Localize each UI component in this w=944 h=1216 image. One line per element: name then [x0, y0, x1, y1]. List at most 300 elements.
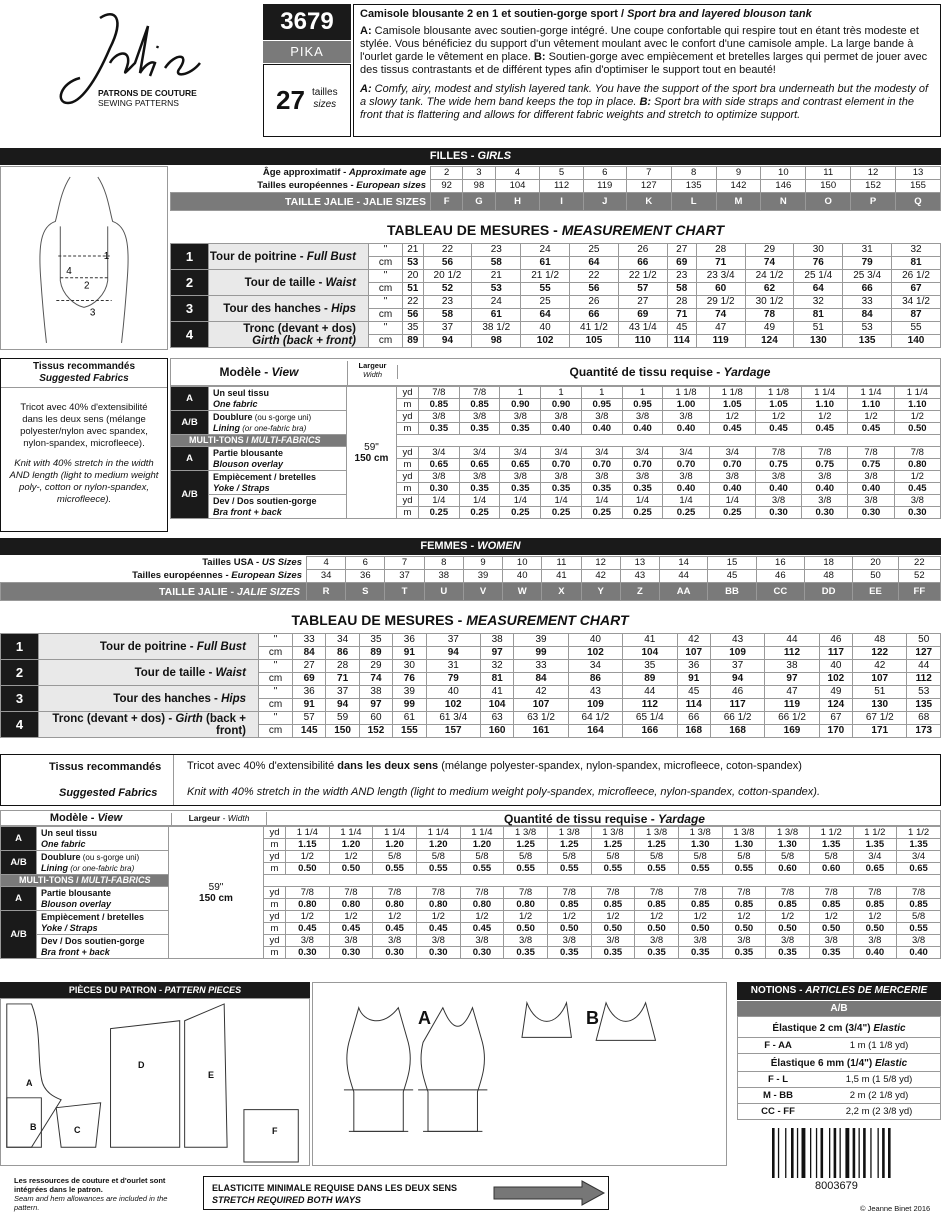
measure-cm: 157 — [426, 725, 480, 738]
measure-cm: 98 — [472, 335, 521, 348]
yardage-yd: 7/8 — [897, 887, 941, 899]
yardage-yd: 1/2 — [416, 911, 460, 923]
title-en: Sport bra and layered blouson tank — [627, 8, 812, 20]
jalie-cell: X — [542, 583, 581, 601]
sizes-count: 27 — [276, 85, 305, 115]
unit-in: " — [259, 660, 293, 673]
measure-cm: 89 — [359, 647, 392, 660]
yardage-yd: 1 1/4 — [460, 827, 504, 839]
yardage-row — [171, 411, 941, 423]
unit-in: " — [259, 686, 293, 699]
measure-cm: 81 — [892, 257, 941, 270]
multi-en: MULTI-FABRICS — [81, 875, 151, 885]
fabric-width — [169, 827, 264, 959]
jalie-cell: W — [503, 583, 542, 601]
label-fr: Un seul tissu — [41, 827, 98, 838]
yardage-yd: 3/8 — [459, 411, 500, 423]
women-jalie-label — [1, 583, 307, 601]
measure-cm: 102 — [426, 699, 480, 712]
measure-cm: 130 — [794, 335, 843, 348]
yardage-m: 0.70 — [622, 459, 663, 471]
measure-cm: 94 — [423, 335, 472, 348]
age-cell: 2 — [431, 167, 463, 180]
label-fr: Dev / Dos soutien-gorge — [41, 935, 145, 946]
girls-fabric-text-fr: Tricot avec 40% d'extensibilité dans les deux sens (mélange polyester/nylon avec spandex, nylon-spandex, microfleece). — [20, 402, 148, 449]
girl-figure — [0, 166, 168, 350]
measure-cm: 105 — [570, 335, 619, 348]
measure-in: 68 — [907, 712, 941, 725]
age-cell: 3 — [463, 167, 495, 180]
yardage-yd: 3/8 — [622, 471, 663, 483]
measure-in: 38 — [765, 660, 819, 673]
piece-label: E — [208, 1070, 215, 1080]
yardage-m: 0.45 — [848, 423, 894, 435]
yardage-yd: 3/8 — [663, 471, 709, 483]
yardage-yd: 1 3/8 — [678, 827, 722, 839]
yardage-label-en — [213, 459, 346, 470]
view-a-label: A — [418, 1008, 431, 1028]
yardage-m: 0.80 — [286, 899, 330, 911]
yardage-m: 0.60 — [766, 863, 810, 875]
measure-cm: 124 — [745, 335, 794, 348]
desc-label: A: — [360, 83, 372, 95]
unit-in: " — [259, 634, 293, 647]
measure-cm: 94 — [426, 647, 480, 660]
label-en: Yoke / Straps — [41, 922, 98, 933]
yardage-m: 0.45 — [460, 923, 504, 935]
width-fr: Largeur — [358, 361, 387, 370]
measure-cm: 171 — [853, 725, 907, 738]
yardage-m: 0.35 — [459, 423, 500, 435]
yardage-m: 1.10 — [894, 399, 940, 411]
width-cm: 150 cm — [354, 452, 389, 464]
measure-in: 31 — [843, 244, 892, 257]
yardage-yd: 1 — [541, 387, 582, 399]
yardage-m: 0.85 — [547, 899, 591, 911]
yardage-row — [171, 447, 941, 459]
measure-in: 40 — [819, 660, 852, 673]
unit-cm: cm — [259, 647, 293, 660]
yardage-yd: 1 1/2 — [897, 827, 941, 839]
yardage-yd: 5/8 — [373, 851, 417, 863]
measure-cm: 69 — [293, 673, 326, 686]
girls-fabric-text-en: Knit with 40% stretch in the width AND length (light to medium weight poly-, cotton or nylon-spandex, microfleece). — [9, 458, 159, 505]
yardage-yd: 1 1/8 — [709, 387, 755, 399]
girls-header — [0, 148, 941, 165]
measure-in: 21 1/2 — [521, 270, 570, 283]
width-header: Largeur - Width — [171, 813, 266, 827]
yardage-yd: 5/8 — [635, 851, 679, 863]
yardage-m: 0.50 — [547, 923, 591, 935]
measure-cm: 69 — [667, 257, 696, 270]
yardage-m: 0.80 — [416, 899, 460, 911]
notion-value: 1,5 m (1 5/8 yd) — [845, 1074, 913, 1085]
label-fr: Un seul tissu — [213, 387, 270, 398]
eu-cell: 52 — [898, 570, 940, 583]
yardage-m: 1.10 — [848, 399, 894, 411]
barcode-bar — [853, 1128, 856, 1178]
yardage-yd: 3/8 — [459, 471, 500, 483]
measure-in: 39 — [393, 686, 426, 699]
measure-in: 24 — [472, 296, 521, 309]
yardage-m: 1.05 — [709, 399, 755, 411]
pattern-pieces-diagram — [0, 998, 310, 1166]
yardage-m: 0.35 — [809, 947, 853, 959]
desc-text: Sport bra with side straps and contrast element in the front that is flattering and allows for different fabric weights and stretch to optimize support. — [360, 96, 914, 121]
women-header — [0, 538, 941, 555]
fabric-width — [347, 387, 397, 519]
yardage-yd: 1 1/2 — [853, 827, 897, 839]
measure-cm: 55 — [521, 283, 570, 296]
jalie-label-fr: TAILLE JALIE - — [285, 195, 363, 208]
qty-header — [266, 812, 942, 826]
yardage-yd: 5/8 — [504, 851, 548, 863]
yardage-yd: 3/8 — [663, 411, 709, 423]
women-yardage-table — [0, 826, 941, 959]
brand-sub-fr: PATRONS DE COUTURE — [98, 88, 197, 98]
barcode-bar — [802, 1128, 806, 1178]
yardage-m: 1.20 — [329, 839, 373, 851]
age-cell: 9 — [716, 167, 761, 180]
us-label — [1, 557, 307, 570]
svg-text:3: 3 — [89, 307, 96, 319]
yardage-yd: 1 1/8 — [663, 387, 709, 399]
yardage-yd: 7/8 — [635, 887, 679, 899]
yardage-yd: 1/2 — [329, 851, 373, 863]
measure-cm: 66 — [843, 283, 892, 296]
yardage-label — [37, 911, 169, 935]
measure-label-en: Hips — [221, 692, 246, 705]
age-cell: 8 — [671, 167, 716, 180]
unit-yd: yd — [397, 471, 419, 483]
yardage-m: 0.70 — [541, 459, 582, 471]
measure-cm: 64 — [794, 283, 843, 296]
measure-in: 40 — [521, 322, 570, 335]
desc-label: A: — [360, 25, 372, 37]
unit-yd: yd — [264, 851, 286, 863]
yardage-label-en — [213, 483, 346, 494]
women-fabric-text-en: Knit with 40% stretch in the width AND length (light to medium weight poly-spandex, microfleece, nylon-spandex, cotton-spandex). — [187, 786, 821, 798]
unit-m: m — [397, 459, 419, 471]
eu-cell: 38 — [424, 570, 463, 583]
desc-text: Camisole blousante avec soutien-gorge intégré. Une coupe confortable qui respire tout en étant très modeste et stylée. Vous bénéficiez du support d'un vêtement moulant avec le confort d'une camisole ample. La large bande à l'ourlet garde le vêtement en place. — [360, 25, 919, 63]
yardage-yd: 7/8 — [755, 447, 801, 459]
yardage-yd: 1/4 — [581, 495, 622, 507]
measure-number: 2 — [1, 660, 39, 686]
eu-label — [171, 180, 431, 193]
measure-in: 48 — [853, 634, 907, 647]
elastic-fr: Élastique 6 mm (1/4") — [770, 1058, 875, 1069]
yardage-label — [209, 411, 347, 435]
measure-cm: 140 — [892, 335, 941, 348]
yardage-yd: 3/8 — [541, 411, 582, 423]
yardage-label — [37, 887, 169, 911]
us-cell: 10 — [503, 557, 542, 570]
yardage-yd: 3/4 — [581, 447, 622, 459]
yardage-yd: 1/2 — [329, 911, 373, 923]
measure-cm: 110 — [618, 335, 667, 348]
measure-cm: 71 — [696, 257, 745, 270]
label-en: Bra front + back — [213, 506, 282, 517]
yardage-m: 1.20 — [460, 839, 504, 851]
yardage-m: 0.30 — [373, 947, 417, 959]
yardage-row — [1, 827, 941, 839]
measure-cm: 56 — [403, 309, 424, 322]
measure-cm: 102 — [521, 335, 570, 348]
measure-cm: 60 — [696, 283, 745, 296]
yardage-m: 0.30 — [419, 483, 460, 495]
yardage-m: 0.55 — [635, 863, 679, 875]
yardage-yd: 3/8 — [897, 935, 941, 947]
view-badge: A/B — [1, 851, 37, 875]
notion-row — [738, 1104, 940, 1119]
yardage-m: 0.40 — [581, 423, 622, 435]
measure-cm: 169 — [765, 725, 819, 738]
jalie-cell: Z — [620, 583, 659, 601]
yardage-m: 0.85 — [809, 899, 853, 911]
measure-label-fr: Tour de poitrine - — [209, 250, 307, 263]
chart-title-fr: TABLEAU DE MESURES - — [386, 222, 562, 238]
yardage-label-fr — [213, 412, 346, 423]
yardage-yd: 3/8 — [709, 471, 755, 483]
women-jalie-row — [1, 583, 941, 601]
yardage-yd: 1/4 — [622, 495, 663, 507]
elastic-en: Elastic — [873, 1023, 906, 1034]
measure-in: 33 — [843, 296, 892, 309]
label-fr2: (ou s-gorge uni) — [80, 852, 140, 862]
measure-in: 37 — [423, 322, 472, 335]
measure-cm: 58 — [667, 283, 696, 296]
measure-in: 32 — [480, 660, 513, 673]
age-cell: 13 — [895, 167, 940, 180]
unit-cm: cm — [259, 673, 293, 686]
yardage-yd: 7/8 — [547, 887, 591, 899]
measure-cm: 86 — [326, 647, 359, 660]
measure-in: 42 — [677, 634, 710, 647]
us-cell: 15 — [708, 557, 756, 570]
measure-cm: 168 — [710, 725, 764, 738]
barcode-bar — [870, 1128, 871, 1178]
yardage-yd: 3/8 — [460, 935, 504, 947]
yardage-m: 1.25 — [547, 839, 591, 851]
yardage-yd: 5/8 — [809, 851, 853, 863]
measure-cm: 114 — [677, 699, 710, 712]
yardage-yd: 7/8 — [329, 887, 373, 899]
unit-cm: cm — [369, 309, 403, 322]
measure-in: 23 — [667, 270, 696, 283]
measure-in: 46 — [710, 686, 764, 699]
yardage-m: 0.70 — [709, 459, 755, 471]
pattern-title — [360, 8, 934, 21]
qty-en: Yardage — [723, 365, 771, 379]
width-cm: 150 cm — [199, 892, 233, 904]
yardage-m: 0.30 — [286, 947, 330, 959]
measure-cm: 150 — [326, 725, 359, 738]
measure-in: 25 — [521, 296, 570, 309]
us-row — [1, 557, 941, 570]
women-chart-title — [160, 608, 760, 632]
yardage-yd: 1 — [622, 387, 663, 399]
width-en: Width — [362, 370, 383, 379]
yardage-label-fr — [213, 472, 346, 483]
measure-cm: 112 — [623, 699, 677, 712]
yardage-m: 1.25 — [504, 839, 548, 851]
yardage-label-en — [41, 863, 168, 874]
girls-fabric-title — [1, 359, 167, 388]
unit-m: m — [397, 399, 419, 411]
fabric-fr-part: (mélange polyester-spandex, nylon-spandex, microfleece, coton-spandex) — [438, 760, 802, 772]
chart-title-fr: TABLEAU DE MESURES - — [291, 612, 467, 628]
jalie-cell: T — [385, 583, 424, 601]
us-cell: 16 — [756, 557, 804, 570]
yardage-yd: 7/8 — [373, 887, 417, 899]
desc-label: B: — [639, 96, 652, 108]
garment-views — [312, 982, 727, 1166]
measure-cm: 104 — [480, 699, 513, 712]
notions-title-en: ARTICLES DE MERCERIE — [805, 985, 928, 996]
eu-cell: 45 — [708, 570, 756, 583]
multi-en: MULTI-FABRICS — [251, 435, 321, 445]
barcode-bar — [845, 1128, 849, 1178]
us-cell: 4 — [307, 557, 346, 570]
eu-cell: 104 — [495, 180, 540, 193]
measure-in: 44 — [623, 686, 677, 699]
view-badge: A — [1, 887, 37, 911]
elastic-2-title — [738, 1054, 940, 1072]
jalie-label-fr: TAILLE JALIE - — [159, 585, 237, 598]
measure-number: 2 — [171, 270, 209, 296]
measure-number: 4 — [171, 322, 209, 348]
sizes-fr: tailles — [312, 87, 338, 98]
yardage-m: 0.80 — [894, 459, 940, 471]
measure-number: 3 — [1, 686, 39, 712]
label-fr: Empiècement / bretelles — [41, 911, 145, 922]
jalie-cell: M — [716, 193, 761, 211]
measure-cm: 64 — [570, 257, 619, 270]
jalie-cell: H — [495, 193, 540, 211]
eu-cell: 92 — [431, 180, 463, 193]
yardage-m: 0.45 — [416, 923, 460, 935]
measure-in: 49 — [745, 322, 794, 335]
yardage-yd: 3/8 — [848, 471, 894, 483]
eu-label-fr: Tailles européennes - — [257, 179, 357, 191]
yardage-label — [209, 387, 347, 411]
barcode-bar — [785, 1128, 786, 1178]
yardage-m: 0.25 — [709, 507, 755, 519]
yardage-m: 0.55 — [897, 923, 941, 935]
measure-label-fr: Tronc (devant + dos) — [243, 322, 356, 335]
yardage-label-fr — [41, 912, 168, 923]
yardage-yd: 3/4 — [663, 447, 709, 459]
yardage-yd: 1/2 — [802, 411, 848, 423]
measure-in: 44 — [907, 660, 941, 673]
measure-cm: 104 — [623, 647, 677, 660]
view-badge: A/B — [171, 411, 209, 435]
yardage-m: 0.50 — [722, 923, 766, 935]
measure-row — [1, 660, 941, 673]
yardage-m: 0.70 — [663, 459, 709, 471]
us-cell: 22 — [898, 557, 940, 570]
yardage-yd: 1/2 — [286, 911, 330, 923]
measure-label — [39, 712, 259, 738]
measure-in: 37 — [426, 634, 480, 647]
measure-in: 24 — [521, 244, 570, 257]
yardage-yd: 3/8 — [894, 495, 940, 507]
fabric-fr-bold: dans les deux sens — [337, 760, 439, 772]
yardage-yd: 1 3/8 — [635, 827, 679, 839]
measure-cm: 71 — [667, 309, 696, 322]
measure-in: 29 — [745, 244, 794, 257]
measure-cm: 130 — [853, 699, 907, 712]
yardage-m: 0.35 — [722, 947, 766, 959]
measure-cm: 57 — [618, 283, 667, 296]
yardage-m: 0.65 — [419, 459, 460, 471]
yardage-yd: 5/8 — [460, 851, 504, 863]
measure-cm: 117 — [710, 699, 764, 712]
women-measurement-table — [0, 633, 941, 738]
yardage-m: 0.35 — [419, 423, 460, 435]
yardage-m: 0.50 — [591, 923, 635, 935]
barcode-bar — [778, 1128, 779, 1178]
jalie-logo — [40, 8, 250, 128]
fabric-title-fr: Tissus recommandés — [32, 361, 136, 372]
sizes-en: sizes — [313, 99, 337, 110]
notions-box — [737, 1016, 941, 1120]
us-label-fr: Tailles USA - — [202, 557, 262, 568]
label-en: Bra front + back — [41, 946, 110, 957]
measure-in: 66 — [677, 712, 710, 725]
measure-label — [209, 244, 369, 270]
barcode-number: 8003679 — [815, 1180, 858, 1192]
yardage-m: 0.55 — [678, 863, 722, 875]
pieces-header — [0, 982, 310, 998]
yardage-m: 0.35 — [635, 947, 679, 959]
yardage-yd: 7/8 — [853, 887, 897, 899]
yardage-yd: 7/8 — [419, 387, 460, 399]
description-box — [353, 4, 941, 137]
multi-fabrics-row — [171, 435, 941, 447]
yardage-yd: 1/2 — [709, 411, 755, 423]
sizes-label — [312, 87, 338, 111]
yardage-label-fr — [213, 496, 346, 507]
yardage-yd: 7/8 — [460, 887, 504, 899]
yardage-yd: 1/4 — [459, 495, 500, 507]
yardage-m: 1.15 — [286, 839, 330, 851]
measure-number: 1 — [1, 634, 39, 660]
age-cell: 5 — [540, 167, 583, 180]
girls-chart-title — [170, 218, 941, 242]
yardage-yd: 1/4 — [541, 495, 582, 507]
yardage-m: 0.45 — [329, 923, 373, 935]
measure-in: 67 — [819, 712, 852, 725]
age-label-fr: Âge approximatif - — [262, 167, 349, 178]
measure-cm: 155 — [393, 725, 426, 738]
us-cell: 7 — [385, 557, 424, 570]
yardage-label-fr — [41, 852, 168, 863]
yardage-yd: 3/8 — [802, 495, 848, 507]
label-en: Yoke / Straps — [213, 482, 270, 493]
age-label-en: Approximate age — [348, 167, 426, 178]
measure-in: 41 1/2 — [570, 322, 619, 335]
unit-m: m — [264, 923, 286, 935]
yardage-m: 0.25 — [419, 507, 460, 519]
yardage-yd: 3/8 — [419, 471, 460, 483]
jalie-cell: N — [761, 193, 806, 211]
yardage-m: 0.40 — [848, 483, 894, 495]
measure-cm: 79 — [426, 673, 480, 686]
measure-cm: 74 — [745, 257, 794, 270]
measure-in: 23 3/4 — [696, 270, 745, 283]
